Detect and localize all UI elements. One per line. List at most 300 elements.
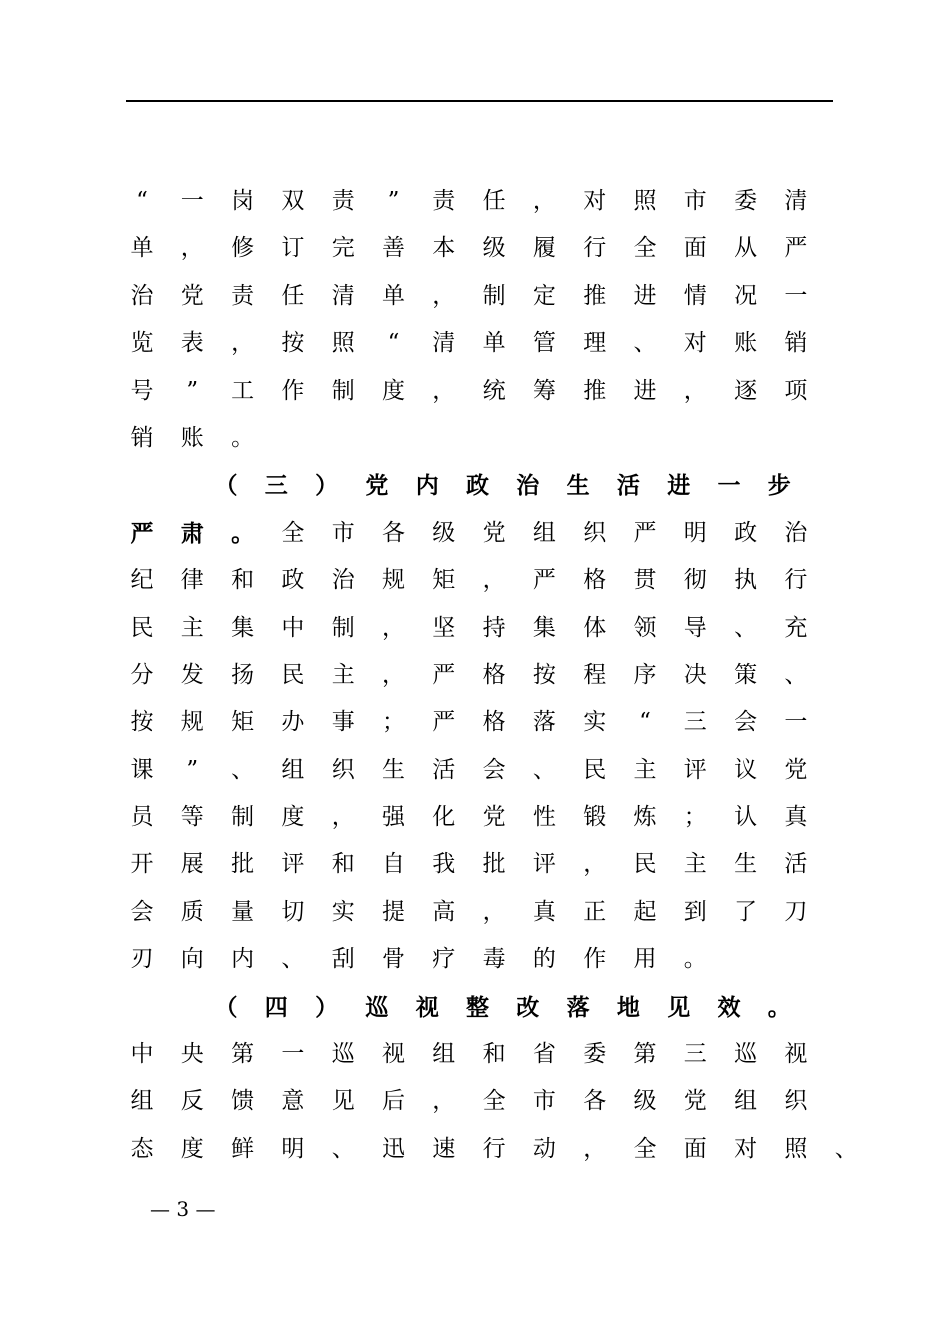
text-char: 清	[432, 330, 456, 357]
text-char: 到	[683, 898, 707, 925]
text-char: 会	[734, 709, 758, 736]
text-char: 程	[583, 661, 607, 688]
text-char: 逐	[734, 377, 758, 404]
text-char: 生	[382, 756, 405, 783]
text-char: 民	[281, 661, 305, 688]
text-line	[130, 368, 820, 415]
text-char: 领	[633, 614, 657, 641]
heading-char: 。	[231, 519, 255, 547]
text-char: 政	[281, 567, 305, 594]
text-char: 全	[281, 519, 305, 546]
text-char: 组	[130, 1088, 154, 1115]
text-char: 性	[532, 804, 556, 831]
text-line	[130, 557, 820, 604]
text-char: 主	[331, 661, 355, 688]
text-char: 真	[784, 804, 808, 831]
text-char: 评	[683, 756, 707, 783]
text-char: “	[136, 188, 148, 214]
text-char: 单	[382, 282, 405, 309]
text-line	[130, 225, 820, 272]
text-char: 制	[482, 282, 506, 309]
heading-char: 四	[264, 993, 288, 1021]
text-char: 扬	[231, 661, 255, 688]
text-char: 分	[130, 661, 154, 688]
text-char: 清	[784, 188, 808, 214]
text-line	[130, 178, 820, 225]
text-char: 对	[583, 188, 607, 214]
text-char: 从	[734, 235, 758, 262]
text-char: 况	[734, 282, 758, 309]
text-char: 我	[432, 851, 456, 878]
text-char: 事	[331, 709, 355, 736]
text-char: 中	[130, 1041, 154, 1068]
text-char: 巡	[331, 1041, 355, 1068]
text-char: 序	[633, 661, 657, 688]
text-char: 央	[180, 1041, 204, 1068]
heading-char: ）	[315, 472, 339, 500]
text-char: 、	[281, 946, 305, 973]
text-char: 、	[834, 1135, 858, 1162]
text-char: 对	[734, 1135, 758, 1162]
text-char: 照	[633, 188, 657, 214]
text-char: 筹	[532, 377, 556, 404]
text-char: 规	[382, 567, 405, 594]
text-char: 织	[784, 1088, 808, 1115]
heading-char: 步	[767, 472, 791, 500]
text-char: 明	[281, 1135, 305, 1162]
text-char: 等	[180, 804, 204, 831]
text-line	[130, 936, 820, 983]
text-char: 全	[633, 235, 657, 262]
text-char: 一	[784, 709, 808, 736]
heading-char: 整	[466, 993, 489, 1021]
text-char: 各	[382, 519, 405, 546]
text-char: 责	[432, 188, 456, 214]
text-char: 党	[180, 282, 204, 309]
text-char: 推	[583, 282, 607, 309]
text-char: 市	[683, 188, 707, 214]
text-char: 、	[633, 330, 657, 357]
heading-char: 地	[616, 993, 640, 1021]
heading-char: 党	[365, 472, 389, 500]
heading-char: 视	[415, 993, 439, 1021]
text-char: 定	[532, 282, 556, 309]
text-char: 展	[180, 851, 204, 878]
text-char: 起	[633, 898, 657, 925]
text-char: 面	[683, 235, 707, 262]
text-char: ；	[382, 709, 405, 736]
text-char: 。	[683, 946, 707, 973]
text-char: 统	[482, 377, 506, 404]
text-char: ，	[482, 567, 506, 594]
text-char: 视	[382, 1041, 405, 1068]
text-char: 炼	[633, 804, 657, 831]
text-char: 管	[532, 330, 556, 357]
text-char: 评	[281, 851, 305, 878]
text-char: 骨	[382, 946, 405, 973]
heading-char: 肃	[180, 519, 204, 547]
heading-char: 内	[415, 472, 439, 500]
text-char: 鲜	[231, 1135, 255, 1162]
text-char: 后	[382, 1088, 405, 1115]
text-line	[130, 1126, 858, 1173]
text-char: 制	[231, 804, 255, 831]
text-char: 员	[130, 804, 154, 831]
text-char: 刃	[130, 946, 154, 973]
text-char: ，	[180, 235, 204, 262]
text-line	[130, 273, 820, 320]
text-char: 省	[532, 1041, 556, 1068]
text-char: 项	[784, 377, 808, 404]
text-char: 民	[633, 851, 657, 878]
text-char: 治	[784, 519, 808, 546]
text-char: ”	[186, 756, 199, 783]
text-char: 善	[382, 235, 405, 262]
text-char: 按	[532, 661, 556, 688]
text-char: 行	[482, 1135, 506, 1162]
text-char: 号	[130, 377, 154, 404]
text-char: 党	[683, 1088, 707, 1115]
text-char: ，	[382, 614, 405, 641]
text-char: 制	[331, 377, 355, 404]
heading-char: 一	[717, 472, 741, 500]
text-char: 党	[482, 519, 506, 546]
text-char: 和	[231, 567, 255, 594]
text-char: 动	[532, 1135, 556, 1162]
text-char: 严	[784, 235, 808, 262]
text-char: 体	[583, 614, 607, 641]
text-char: ”	[387, 188, 400, 214]
text-char: 切	[281, 898, 305, 925]
text-char: 订	[281, 235, 305, 262]
heading-char: 巡	[365, 993, 389, 1021]
heading-char: （	[214, 993, 238, 1021]
text-char: 推	[583, 377, 607, 404]
text-char: 组	[432, 1041, 456, 1068]
text-char: 级	[432, 519, 456, 546]
text-char: 修	[231, 235, 255, 262]
text-char: 坚	[432, 614, 456, 641]
text-char: ，	[382, 661, 405, 688]
text-char: 组	[532, 519, 556, 546]
text-char: 对	[683, 330, 707, 357]
text-char: 党	[482, 804, 506, 831]
text-char: 真	[532, 898, 556, 925]
text-line	[130, 415, 820, 462]
text-char: ；	[683, 804, 707, 831]
text-char: 组	[734, 1088, 758, 1115]
text-char: 评	[532, 851, 556, 878]
text-char: 导	[683, 614, 707, 641]
text-char: 矩	[231, 709, 255, 736]
text-char: 单	[130, 235, 154, 262]
text-line	[130, 699, 820, 746]
text-char: 律	[180, 567, 204, 594]
heading-char: 效	[717, 993, 741, 1021]
text-char: ，	[331, 804, 355, 831]
text-char: 正	[583, 898, 607, 925]
text-char: 履	[532, 235, 556, 262]
text-char: ，	[482, 898, 506, 925]
text-char: 理	[583, 330, 607, 357]
text-char: 疗	[432, 946, 456, 973]
text-char: 、	[532, 756, 556, 783]
text-char: 委	[583, 1041, 607, 1068]
text-char: 反	[180, 1088, 204, 1115]
text-char: 速	[432, 1135, 456, 1162]
text-char: 质	[180, 898, 204, 925]
text-line	[130, 794, 820, 841]
text-char: 第	[633, 1041, 657, 1068]
text-line	[130, 462, 820, 509]
text-char: 度	[382, 377, 405, 404]
heading-char: 。	[767, 993, 791, 1021]
text-char: 情	[683, 282, 707, 309]
text-char: 本	[432, 235, 456, 262]
text-char: 巡	[734, 1041, 758, 1068]
text-char: 策	[734, 661, 758, 688]
text-line	[130, 841, 820, 888]
heading-char: 落	[566, 993, 590, 1021]
text-char: 、	[331, 1135, 355, 1162]
text-char: 级	[482, 235, 506, 262]
text-char: 集	[231, 614, 255, 641]
text-char: 认	[734, 804, 758, 831]
text-char: 规	[180, 709, 204, 736]
text-char: ，	[231, 330, 255, 357]
text-char: 、	[734, 614, 758, 641]
text-char: 落	[532, 709, 556, 736]
text-char: 严	[432, 709, 456, 736]
text-char: 一	[281, 1041, 305, 1068]
text-char: 三	[683, 1041, 707, 1068]
text-char: 格	[482, 709, 506, 736]
text-char: 度	[281, 804, 305, 831]
text-char: 按	[281, 330, 305, 357]
text-char: 党	[784, 756, 808, 783]
text-char: 活	[784, 851, 808, 878]
text-char: ，	[432, 282, 456, 309]
text-char: 毒	[482, 946, 506, 973]
text-char: 账	[180, 424, 204, 451]
text-char: 执	[734, 567, 758, 594]
text-char: ”	[186, 377, 199, 404]
text-char: 。	[231, 424, 255, 451]
text-char: 办	[281, 709, 305, 736]
text-char: ，	[532, 188, 556, 214]
text-char: 三	[683, 709, 707, 736]
text-char: 实	[583, 709, 607, 736]
text-char: 内	[231, 946, 255, 973]
text-char: 彻	[683, 567, 707, 594]
text-char: 活	[432, 756, 456, 783]
text-char: 任	[482, 188, 506, 214]
text-line	[130, 1031, 820, 1078]
text-char: 批	[482, 851, 506, 878]
text-char: 账	[734, 330, 758, 357]
text-char: 发	[180, 661, 204, 688]
text-char: 市	[331, 519, 355, 546]
text-char: “	[639, 709, 651, 736]
text-char: 主	[683, 851, 707, 878]
text-char: 用	[633, 946, 657, 973]
text-char: 态	[130, 1135, 154, 1162]
heading-char: ）	[315, 993, 339, 1021]
text-char: 决	[683, 661, 707, 688]
text-char: ，	[432, 1088, 456, 1115]
text-char: 和	[331, 851, 355, 878]
text-line	[130, 510, 820, 557]
text-char: 照	[331, 330, 355, 357]
text-line	[130, 652, 820, 699]
text-char: 的	[532, 946, 556, 973]
text-char: 作	[583, 946, 607, 973]
text-line	[130, 605, 820, 652]
text-char: 民	[583, 756, 607, 783]
text-char: 了	[734, 898, 758, 925]
text-char: 和	[482, 1041, 506, 1068]
text-char: 政	[734, 519, 758, 546]
text-char: 级	[633, 1088, 657, 1115]
heading-char: 治	[516, 472, 540, 500]
text-char: 高	[432, 898, 456, 925]
text-char: 全	[633, 1135, 657, 1162]
text-char: 双	[281, 188, 305, 214]
text-char: 强	[382, 804, 405, 831]
text-char: 贯	[633, 567, 657, 594]
text-line	[130, 889, 820, 936]
text-char: 格	[583, 567, 607, 594]
text-char: 览	[130, 330, 154, 357]
text-line	[130, 1078, 820, 1125]
text-char: 表	[180, 330, 204, 357]
text-char: 织	[583, 519, 607, 546]
text-char: 一	[784, 282, 808, 309]
text-char: 视	[784, 1041, 808, 1068]
text-char: 任	[281, 282, 305, 309]
text-char: 格	[482, 661, 506, 688]
text-char: 主	[633, 756, 657, 783]
text-char: 集	[532, 614, 556, 641]
text-char: ，	[583, 851, 607, 878]
text-char: 按	[130, 709, 154, 736]
text-char: 明	[683, 519, 707, 546]
text-char: 量	[231, 898, 255, 925]
text-char: 实	[331, 898, 355, 925]
text-char: 、	[784, 661, 808, 688]
text-line	[130, 320, 820, 367]
text-char: 完	[331, 235, 355, 262]
text-char: 严	[532, 567, 556, 594]
heading-char: 政	[466, 472, 489, 500]
text-char: 责	[231, 282, 255, 309]
text-char: 课	[130, 756, 154, 783]
heading-char: 生	[566, 472, 590, 500]
body-text	[130, 178, 858, 1173]
text-char: 市	[532, 1088, 556, 1115]
text-char: 组	[281, 756, 305, 783]
heading-char: 改	[516, 993, 540, 1021]
text-char: 迅	[382, 1135, 405, 1162]
text-char: ，	[683, 377, 707, 404]
text-char: ，	[432, 377, 456, 404]
text-char: 自	[382, 851, 405, 878]
text-char: 第	[231, 1041, 255, 1068]
text-char: 单	[482, 330, 506, 357]
text-char: 各	[583, 1088, 607, 1115]
text-char: 充	[784, 614, 808, 641]
text-char: 全	[482, 1088, 506, 1115]
text-char: 锻	[583, 804, 607, 831]
text-char: 照	[784, 1135, 808, 1162]
header-rule	[126, 100, 833, 102]
text-char: 提	[382, 898, 405, 925]
text-char: 会	[482, 756, 506, 783]
text-char: 议	[734, 756, 758, 783]
text-char: 开	[130, 851, 154, 878]
text-char: 面	[683, 1135, 707, 1162]
text-char: 民	[130, 614, 154, 641]
text-char: 生	[734, 851, 758, 878]
text-char: 见	[331, 1088, 355, 1115]
text-char: 工	[231, 377, 255, 404]
text-line	[130, 747, 820, 794]
text-char: 委	[734, 188, 758, 214]
text-char: 岗	[231, 188, 255, 214]
text-char: 主	[180, 614, 204, 641]
heading-char: 活	[616, 472, 640, 500]
text-char: 行	[784, 567, 808, 594]
text-char: 严	[633, 519, 657, 546]
text-char: “	[387, 330, 400, 357]
heading-char: （	[214, 472, 238, 500]
text-char: 批	[231, 851, 255, 878]
text-char: 刀	[784, 898, 808, 925]
text-char: 织	[331, 756, 355, 783]
text-char: 作	[281, 377, 305, 404]
text-char: 持	[482, 614, 506, 641]
text-char: 纪	[130, 567, 154, 594]
text-char: 制	[331, 614, 355, 641]
heading-char: 见	[667, 993, 691, 1021]
text-char: 化	[432, 804, 456, 831]
text-char: 进	[633, 282, 657, 309]
text-char: 治	[331, 567, 355, 594]
page-number: — 3 —	[150, 1197, 216, 1221]
text-char: 会	[130, 898, 154, 925]
text-char: 行	[583, 235, 607, 262]
text-char: 矩	[432, 567, 456, 594]
text-char: 销	[784, 330, 808, 357]
heading-char: 严	[130, 519, 154, 547]
text-char: 清	[331, 282, 355, 309]
text-char: 进	[633, 377, 657, 404]
text-char: 度	[180, 1135, 204, 1162]
text-char: 、	[231, 756, 255, 783]
text-char: 向	[180, 946, 204, 973]
heading-char: 三	[264, 472, 288, 500]
text-char: 刮	[331, 946, 355, 973]
text-char: 销	[130, 424, 154, 451]
text-char: 责	[331, 188, 355, 214]
text-char: 中	[281, 614, 305, 641]
heading-char: 进	[667, 472, 691, 500]
text-char: 意	[281, 1088, 305, 1115]
text-line	[130, 984, 820, 1031]
text-char: 严	[432, 661, 456, 688]
text-char: ，	[583, 1135, 607, 1162]
text-char: 治	[130, 282, 154, 309]
